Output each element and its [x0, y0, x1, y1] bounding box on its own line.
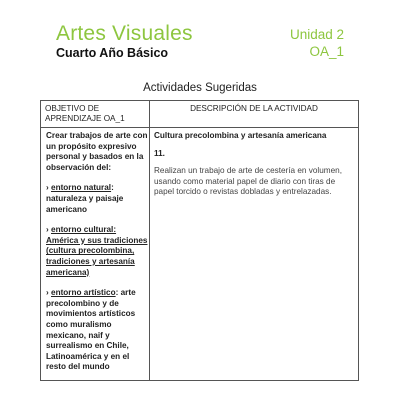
activity-number: 11. — [154, 148, 165, 158]
description-cell — [154, 131, 354, 198]
activities-table — [40, 100, 359, 381]
unit-label: Unidad 2 — [289, 27, 344, 42]
document-title: Artes Visuales — [56, 22, 193, 45]
objective-item-natural — [46, 183, 148, 215]
objective-item-label: entorno artístico — [51, 288, 116, 298]
header-description: DESCRIPCIÓN DE LA ACTIVIDAD — [190, 104, 318, 113]
objective-item-artistic — [46, 288, 148, 373]
header-row-divider — [41, 127, 358, 128]
objective-item-text: : naturaleza y paisaje americano — [46, 183, 124, 214]
activity-title: Cultura precolombina y artesanía americana — [154, 131, 327, 140]
objective-item-cultural — [46, 225, 148, 278]
objective-bullet: › — [46, 288, 52, 298]
header-objective: OBJETIVO DE APRENDIZAJE OA_1 — [45, 104, 125, 123]
column-divider — [149, 101, 150, 380]
section-heading: Actividades Sugeridas — [143, 82, 257, 94]
document-subtitle: Cuarto Año Básico — [56, 46, 169, 60]
objective-intro: Crear trabajos de arte con un propósito expresivo personal y basados en la observación del: — [46, 131, 148, 172]
objective-item-label: entorno natural — [51, 183, 112, 193]
objective-cell — [46, 131, 148, 383]
objective-bullet: › — [46, 183, 52, 193]
activity-description: Realizan un trabajo de arte de cestería en volumen, usando como material papel de diario con tiras de papel torcido o revistas dobladas y entrelazadas. — [154, 166, 342, 197]
oa-label: OA_1 — [309, 44, 344, 59]
objective-bullet: › — [46, 225, 52, 235]
objective-item-label: entorno cultural: América y sus tradiciones (cultura precolombina, tradiciones y artesanía americana) — [46, 225, 148, 277]
objective-item-text: : arte precolombino y de movimientos artísticos como muralismo mexicano, naif y surrealismo en Chile, Latinoamérica y en el resto del mundo — [46, 288, 136, 372]
